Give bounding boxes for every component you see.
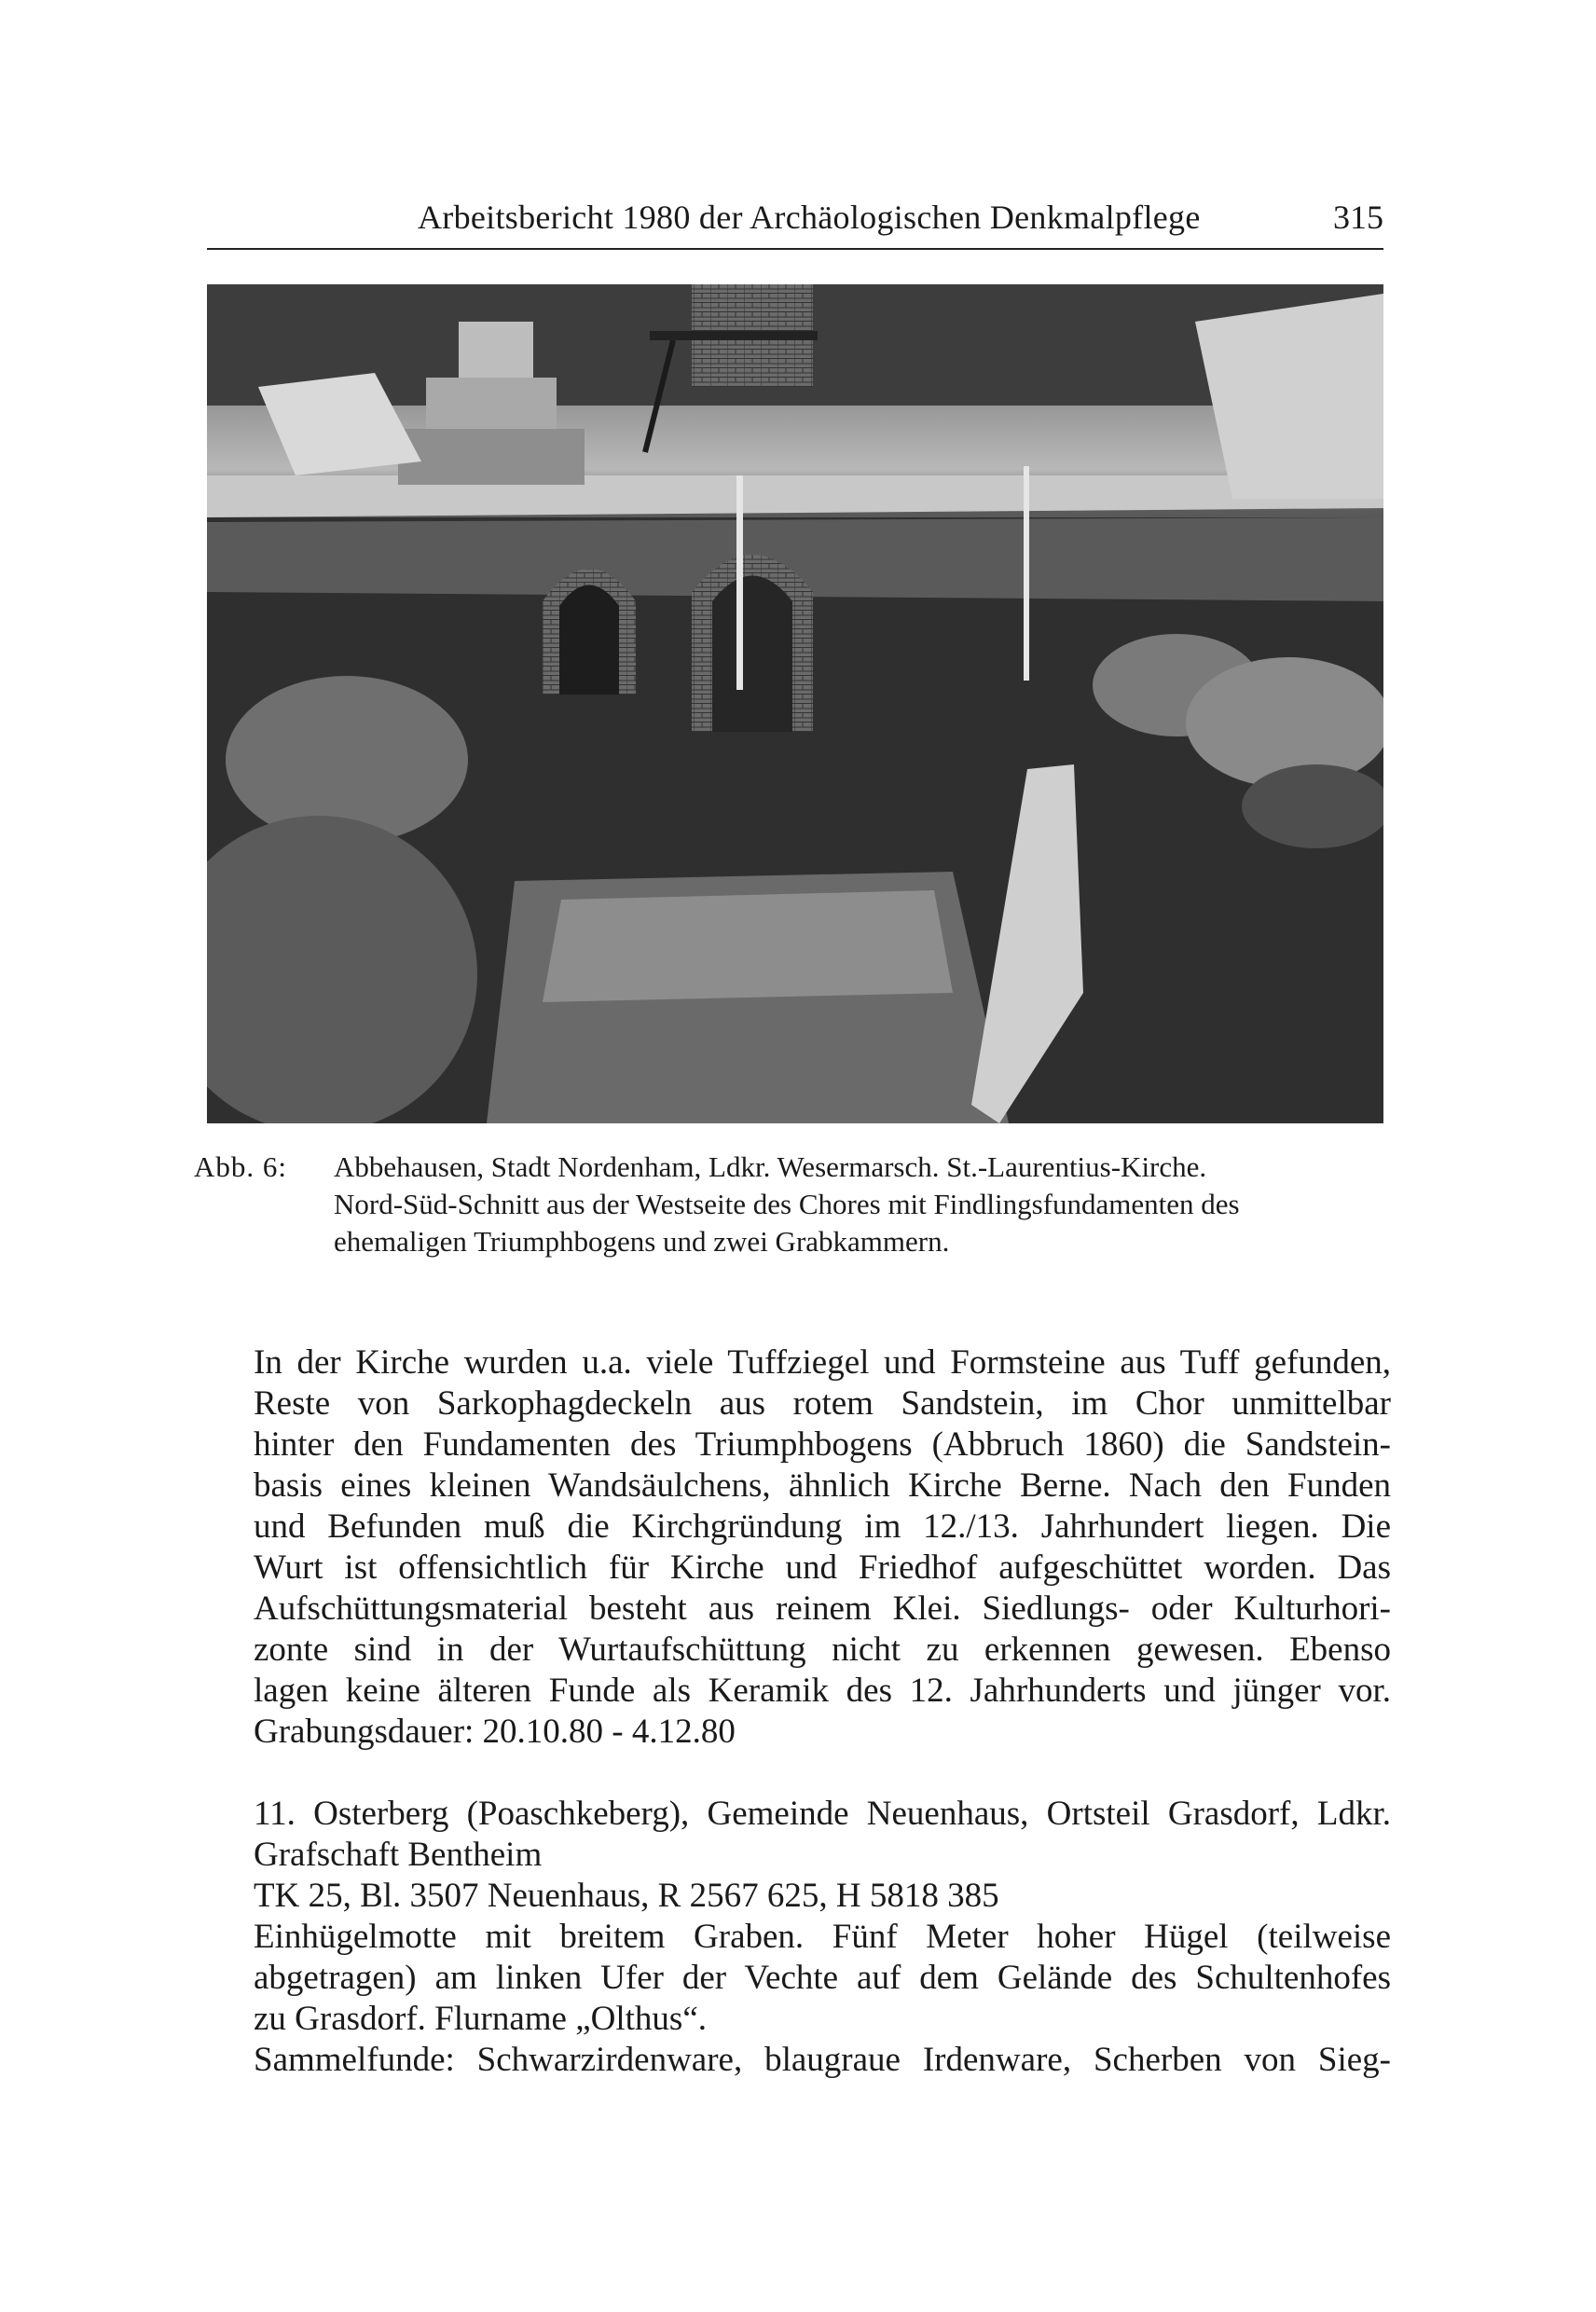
tk-reference: TK 25, Bl. 3507 Neuenhaus, R 2567 625, H 5818 385 — [254, 1877, 999, 1915]
text-line: Reste von Sarkophagdeckeln aus rotem Sandstein, im Chor unmittelbar — [254, 1384, 1391, 1423]
section-11-osterberg — [254, 1794, 1391, 2081]
text-line: Aufschüttungsmaterial besteht aus reinem Klei. Siedlungs- oder Kulturhori- — [254, 1590, 1391, 1628]
running-header — [207, 186, 1383, 250]
caption-line: ehemaligen Triumphbogens und zwei Grabkammern. — [334, 1225, 950, 1258]
text-line: und Befunden muß die Kirchgründung im 12./13. Jahrhundert liegen. Die — [254, 1507, 1391, 1546]
text-line: In der Kirche wurden u.a. viele Tuffziegel und Formsteine aus Tuff gefunden, — [254, 1343, 1391, 1382]
figure-label: Abb. 6: — [194, 1150, 287, 1183]
text-line: Sammelfunde: Schwarzirdenware, blaugraue Irdenware, Scherben von Sieg- — [254, 2041, 1391, 2079]
caption-line: Nord-Süd-Schnitt aus der Westseite des Chores mit Findlingsfundamenten des — [334, 1188, 1240, 1220]
running-title: Arbeitsbericht 1980 der Archäologischen Denkmalpflege — [418, 199, 1201, 236]
paragraph-church-finds — [254, 1342, 1391, 1753]
text-line: Grabungsdauer: 20.10.80 - 4.12.80 — [254, 1713, 736, 1751]
excavation-photo — [207, 284, 1383, 1123]
figure-caption — [194, 1149, 1396, 1260]
text-line: Einhügelmotte mit breitem Graben. Fünf Meter hoher Hügel (teilweise — [254, 1918, 1391, 1956]
excavation-photo-drawing — [207, 284, 1383, 1123]
section-heading-line: Grafschaft Bentheim — [254, 1836, 543, 1874]
text-line: abgetragen) am linken Ufer der Vechte auf dem Gelände des Schultenhofes — [254, 1959, 1391, 1997]
text-line: basis eines kleinen Wandsäulchens, ähnlich Kirche Berne. Nach den Funden — [254, 1466, 1391, 1505]
page-number: 315 — [1333, 199, 1383, 236]
text-line: hinter den Fundamenten des Triumphbogens (Abbruch 1860) die Sandstein- — [254, 1425, 1391, 1464]
caption-line: Abbehausen, Stadt Nordenham, Ldkr. Wesermarsch. St.-Laurentius-Kirche. — [334, 1150, 1207, 1183]
text-line: Wurt ist offensichtlich für Kirche und Friedhof aufgeschüttet worden. Das — [254, 1548, 1391, 1587]
text-line: zu Grasdorf. Flurname „Olthus“. — [254, 2000, 708, 2038]
body-text — [254, 1342, 1391, 2081]
text-line: lagen keine älteren Funde als Keramik des 12. Jahrhunderts und jünger vor. — [254, 1672, 1391, 1710]
section-heading-line: 11. Osterberg (Poaschkeberg), Gemeinde Neuenhaus, Ortsteil Grasdorf, Ldkr. — [254, 1795, 1391, 1833]
text-line: zonte sind in der Wurtaufschüttung nicht zu erkennen gewesen. Ebenso — [254, 1631, 1391, 1669]
